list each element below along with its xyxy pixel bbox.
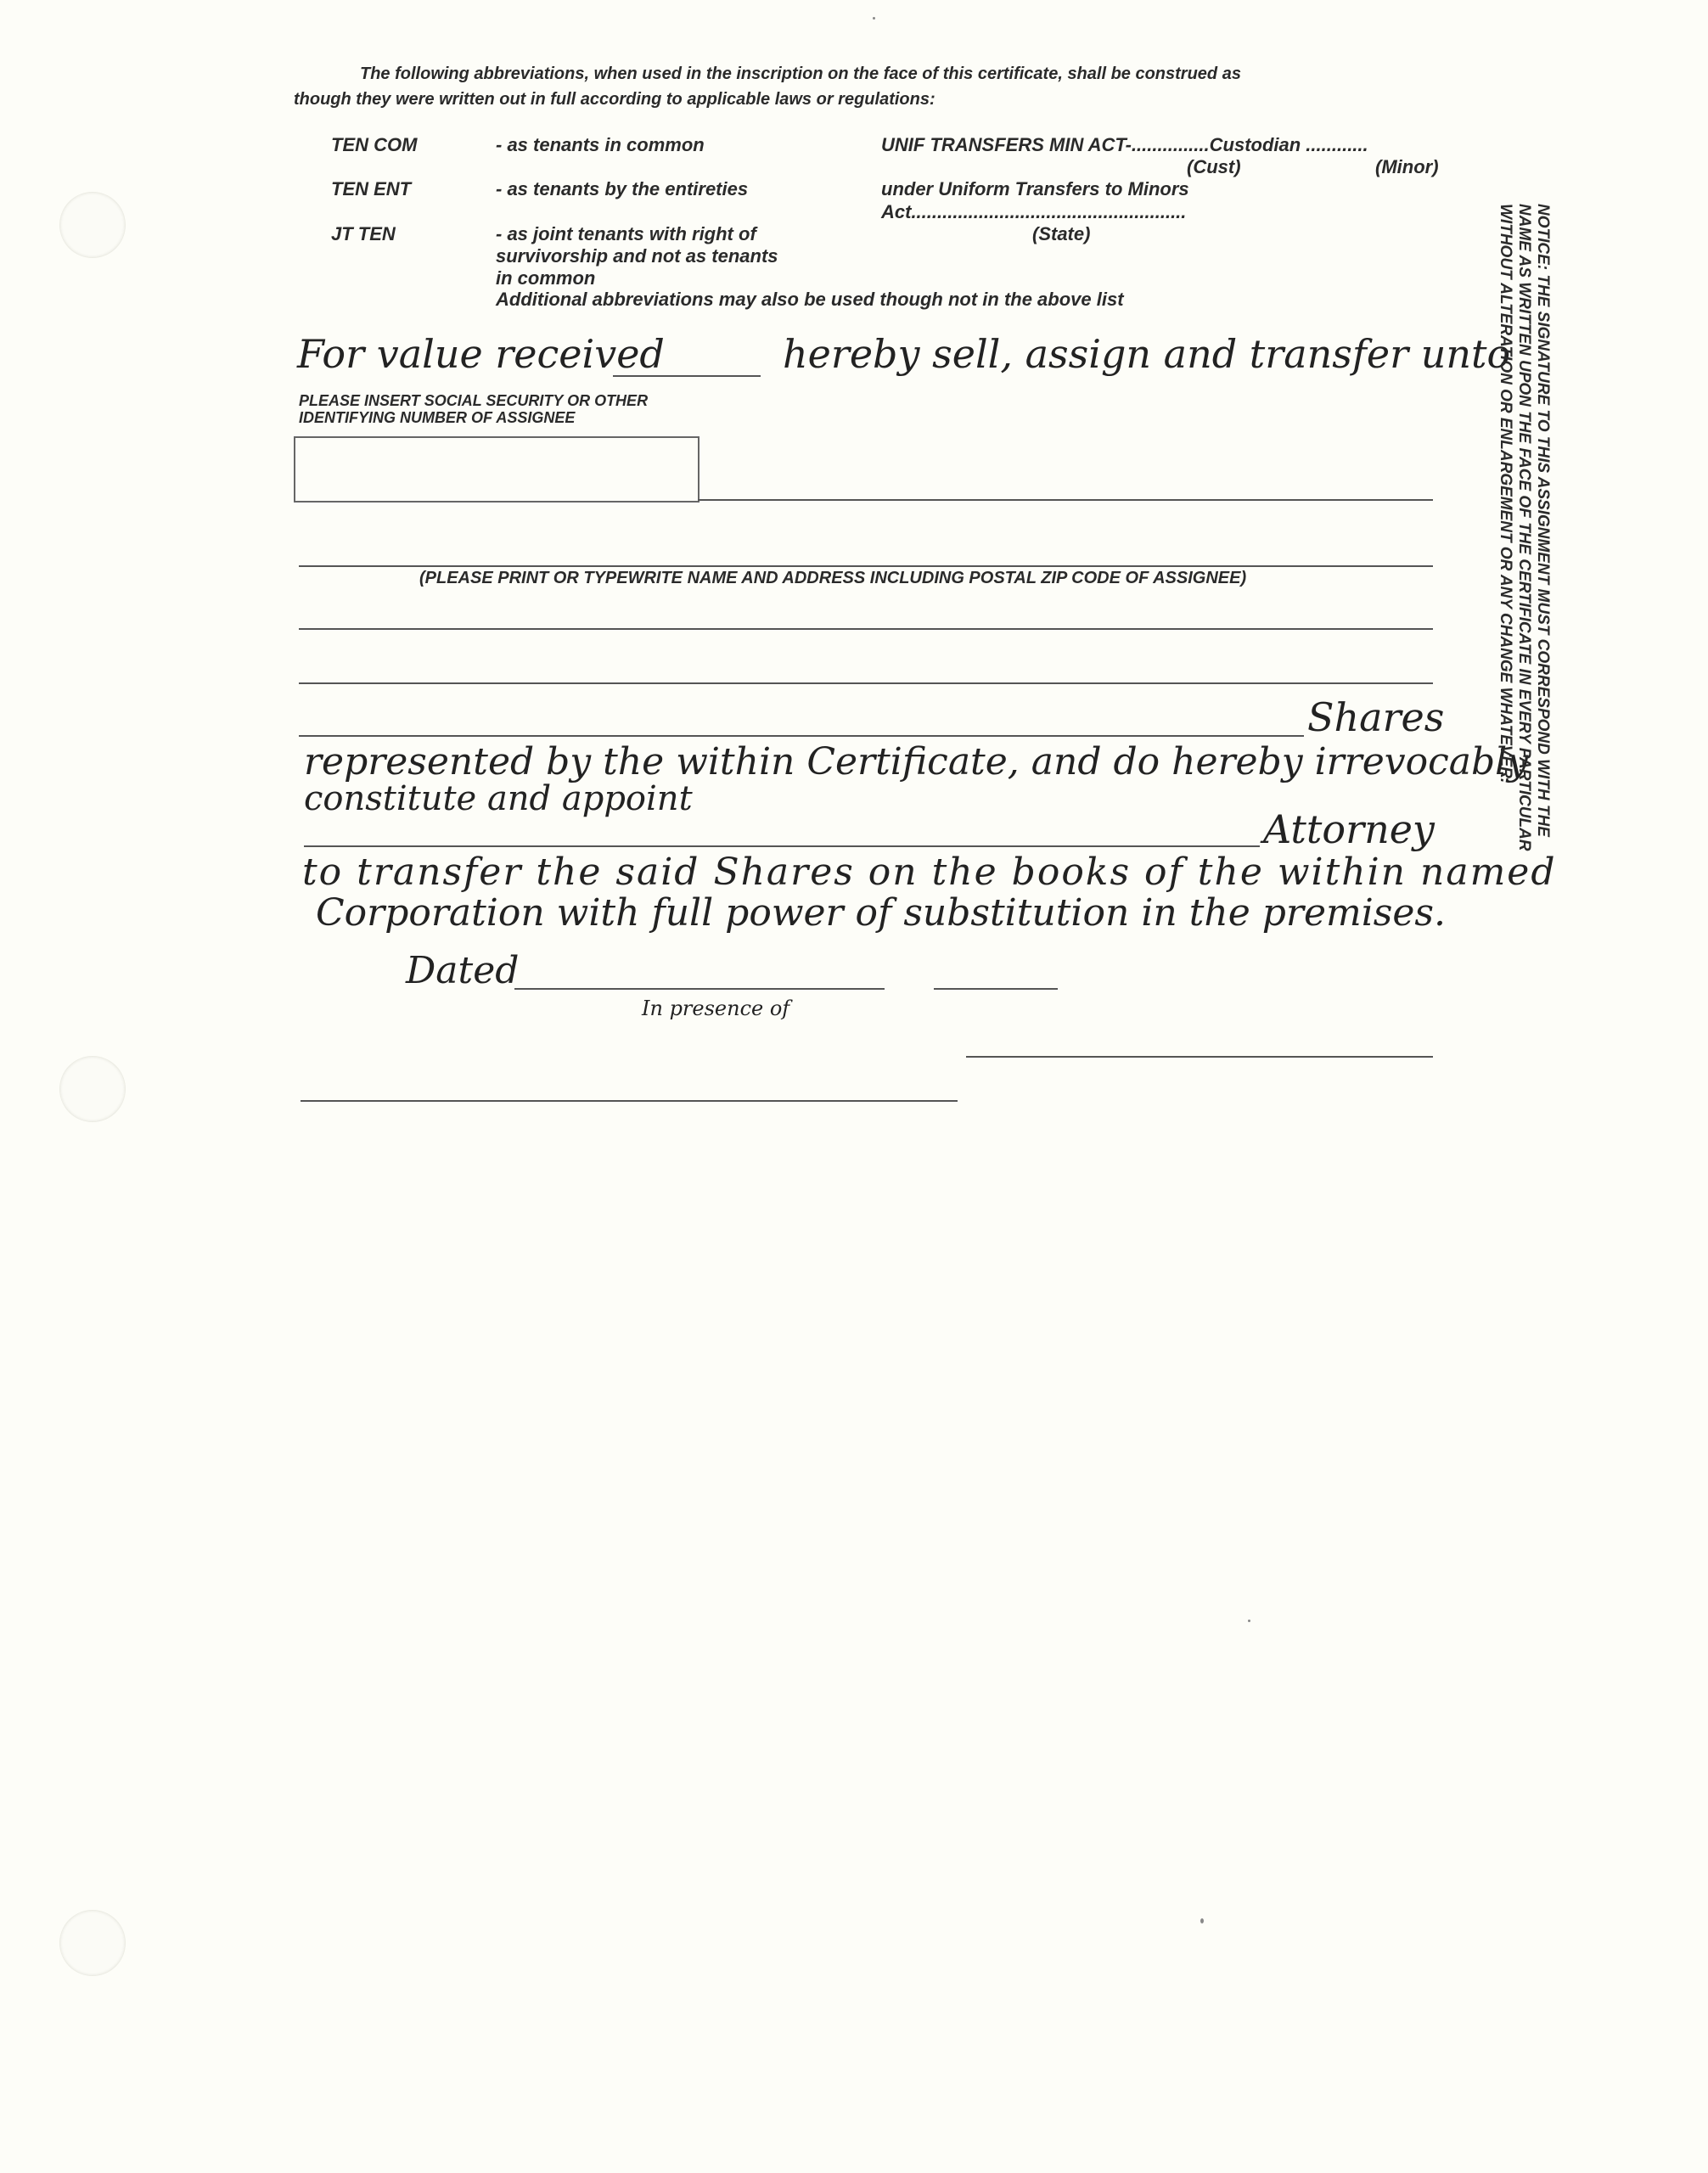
scan-speck	[1248, 1620, 1250, 1622]
header-line-1: The following abbreviations, when used in the inscription on the face of this certificate, shall be construed as	[360, 65, 1241, 83]
in-presence-of-label: In presence of	[642, 997, 790, 1020]
date-year-line[interactable]	[934, 988, 1058, 990]
shares-label: Shares	[1307, 694, 1445, 740]
assignee-address-line-1[interactable]	[299, 565, 1433, 567]
dated-label: Dated	[406, 949, 520, 992]
abbr-meaning-ten-com: - as tenants in common	[496, 134, 705, 155]
binder-hole	[59, 1056, 126, 1122]
binder-hole	[59, 1910, 126, 1976]
header-line-2: though they were written out in full according to applicable laws or regulations:	[294, 90, 935, 109]
assignee-name-line[interactable]	[698, 499, 1433, 501]
unif-uniform-line: under Uniform Transfers to Minors	[881, 178, 1189, 199]
ssn-label-line-2: IDENTIFYING NUMBER OF ASSIGNEE	[299, 409, 576, 426]
represented-text-line-2: constitute and appoint	[304, 779, 693, 818]
shares-count-line[interactable]	[299, 735, 1304, 737]
abbr-meaning-jt-ten-3: in common	[496, 267, 596, 289]
additional-abbreviations-note: Additional abbreviations may also be used though not in the above list	[496, 289, 1124, 310]
unif-act-line: Act.....................................................	[881, 201, 1187, 222]
notice-line-3: WITHOUT ALTERATION OR ENLARGEMENT OR ANY CHANGE WHATEVER.	[1497, 204, 1514, 783]
represented-text-line-1: represented by the within Certificate, and do hereby irrevocably	[304, 740, 1529, 783]
for-value-received-text: For value received	[297, 331, 665, 377]
assignee-address-line-3[interactable]	[299, 682, 1433, 684]
assignee-address-line-2[interactable]	[299, 628, 1433, 630]
binder-hole	[59, 192, 126, 258]
transfer-text-line-2: Corporation with full power of substitution in the premises.	[316, 891, 1446, 935]
abbr-meaning-jt-ten-2: survivorship and not as tenants	[496, 245, 778, 267]
transfer-text-line-1: to transfer the said Shares on the books of the within named	[302, 851, 1557, 894]
abbr-code-ten-com: TEN COM	[331, 134, 418, 155]
unif-state-label: (State)	[1032, 223, 1091, 244]
consideration-blank-line[interactable]	[613, 375, 761, 377]
abbr-meaning-ten-ent: - as tenants by the entireties	[496, 178, 749, 199]
date-line[interactable]	[514, 988, 885, 990]
signature-notice	[1494, 204, 1570, 993]
witness-signature-line[interactable]	[301, 1100, 958, 1102]
hereby-transfer-text: hereby sell, assign and transfer unto	[783, 331, 1511, 377]
scan-speck	[873, 17, 875, 20]
ssn-input-box[interactable]	[294, 436, 699, 503]
attorney-label: Attorney	[1263, 806, 1435, 852]
notice-line-2: NAME AS WRITTEN UPON THE FACE OF THE CERTIFICATE IN EVERY PARTICULAR	[1515, 204, 1533, 851]
abbr-meaning-jt-ten: - as joint tenants with right of	[496, 223, 756, 244]
notice-line-1: NOTICE: THE SIGNATURE TO THIS ASSIGNMENT MUST CORRESPOND WITH THE	[1534, 204, 1552, 837]
unif-cust-label: (Cust)	[1187, 156, 1241, 177]
ssn-label-line-1: PLEASE INSERT SOCIAL SECURITY OR OTHER	[299, 392, 649, 409]
unif-minor-label: (Minor)	[1375, 156, 1439, 177]
unif-transfers-line: UNIF TRANSFERS MIN ACT-...............Custodian ............	[881, 134, 1368, 155]
print-name-address-label: (PLEASE PRINT OR TYPEWRITE NAME AND ADDRESS INCLUDING POSTAL ZIP CODE OF ASSIGNEE)	[419, 569, 1247, 587]
abbr-code-ten-ent: TEN ENT	[331, 178, 412, 199]
scan-speck	[1200, 1918, 1204, 1923]
signature-line[interactable]	[966, 1056, 1433, 1058]
attorney-name-line[interactable]	[304, 845, 1260, 847]
abbr-code-jt-ten: JT TEN	[331, 223, 396, 244]
